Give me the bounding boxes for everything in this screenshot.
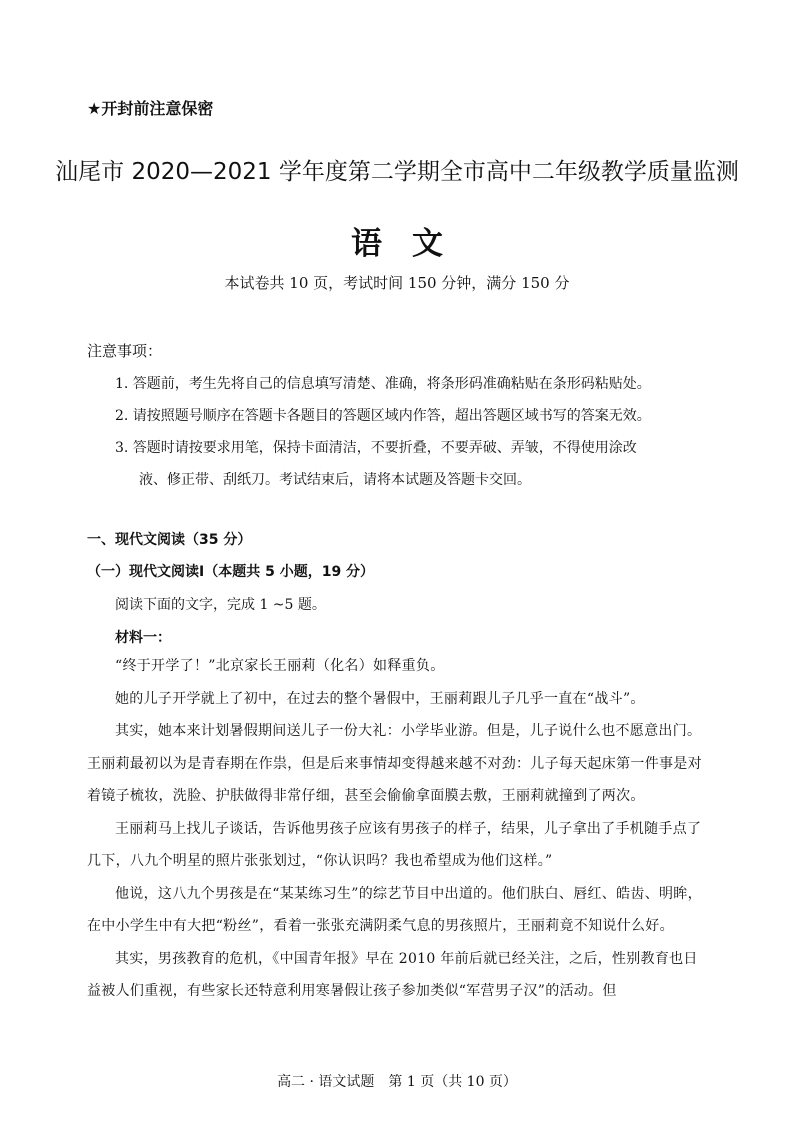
paragraph: “终于开学了！”北京家长王丽莉（化名）如释重负。	[115, 658, 445, 674]
paragraph: 其实，她本来计划暑假期间送儿子一份大礼：小学毕业游。但是，儿子说什么也不愿意出门。王丽莉最初以为是青春期在作祟，但是后来事情却变得越来越不对劲：儿子每天起床第一件事是对着镜子梳妆，洗脸、护肤做得非常仔细，甚至会偷偷拿面膜去敷，王丽莉就撞到了两次。	[87, 723, 702, 804]
passage	[87, 650, 709, 1008]
reading-instruction: 阅读下面的文字，完成 1 ~5 题。	[115, 597, 326, 613]
paragraph: 他说，这八九个男孩是在“某某练习生”的综艺节目中出道的。他们肤白、唇红、皓齿、明眸，在中小学生中有大把“粉丝”，看着一张张充满阴柔气息的男孩照片，王丽莉竟不知说什么好。	[87, 885, 702, 934]
notice-item-3-continued: 液、修正带、刮纸刀。考试结束后，请将本试题及答题卡交回。	[139, 472, 531, 488]
notice-item-1: 1. 答题前，考生先将自己的信息填写清楚、准确，将条形码准确粘贴在条形码粘贴处。	[115, 376, 651, 392]
subsection-heading: （一）现代文阅读Ⅰ（本题共 5 小题，19 分）	[87, 564, 375, 580]
paragraph: 她的儿子开学就上了初中，在过去的整个暑假中，王丽莉跟儿子几乎一直在“战斗”。	[115, 690, 645, 707]
material-label: 材料一：	[115, 630, 171, 646]
notice-item-3: 3. 答题时请按要求用笔，保持卡面清洁，不要折叠，不要弄破、弄皱，不得使用涂改	[115, 440, 637, 456]
notice-item-2: 2. 请按照题号顺序在答题卡各题目的答题区域内作答，超出答题区域书写的答案无效。	[115, 408, 651, 424]
exam-info: 本试卷共 10 页，考试时间 150 分钟，满分 150 分	[224, 274, 570, 292]
exam-title: 汕尾市 2020—2021 学年度第二学期全市高中二年级教学质量监测	[55, 159, 739, 185]
paragraph: 王丽莉马上找儿子谈话，告诉他男孩子应该有男孩子的样子，结果，儿子拿出了手机随手点了几下，八九个明星的照片张张划过，“你认识吗？我也希望成为他们这样。”	[87, 820, 702, 869]
paragraph: 其实，男孩教育的危机，《中国青年报》早在 2010 年前后就已经关注，之后，性别教育也日益被人们重视，有些家长还特意利用寒暑假让孩子参加类似“军营男子汉”的活动。但	[87, 950, 698, 999]
secret-notice: ★开封前注意保密	[87, 99, 214, 118]
page-footer: 高二 · 语文试题 第 1 页（共 10 页）	[277, 1074, 517, 1090]
section-heading: 一、现代文阅读（35 分）	[87, 532, 252, 548]
notice-heading: 注意事项：	[87, 342, 163, 360]
subject-title: 语文	[351, 226, 473, 262]
